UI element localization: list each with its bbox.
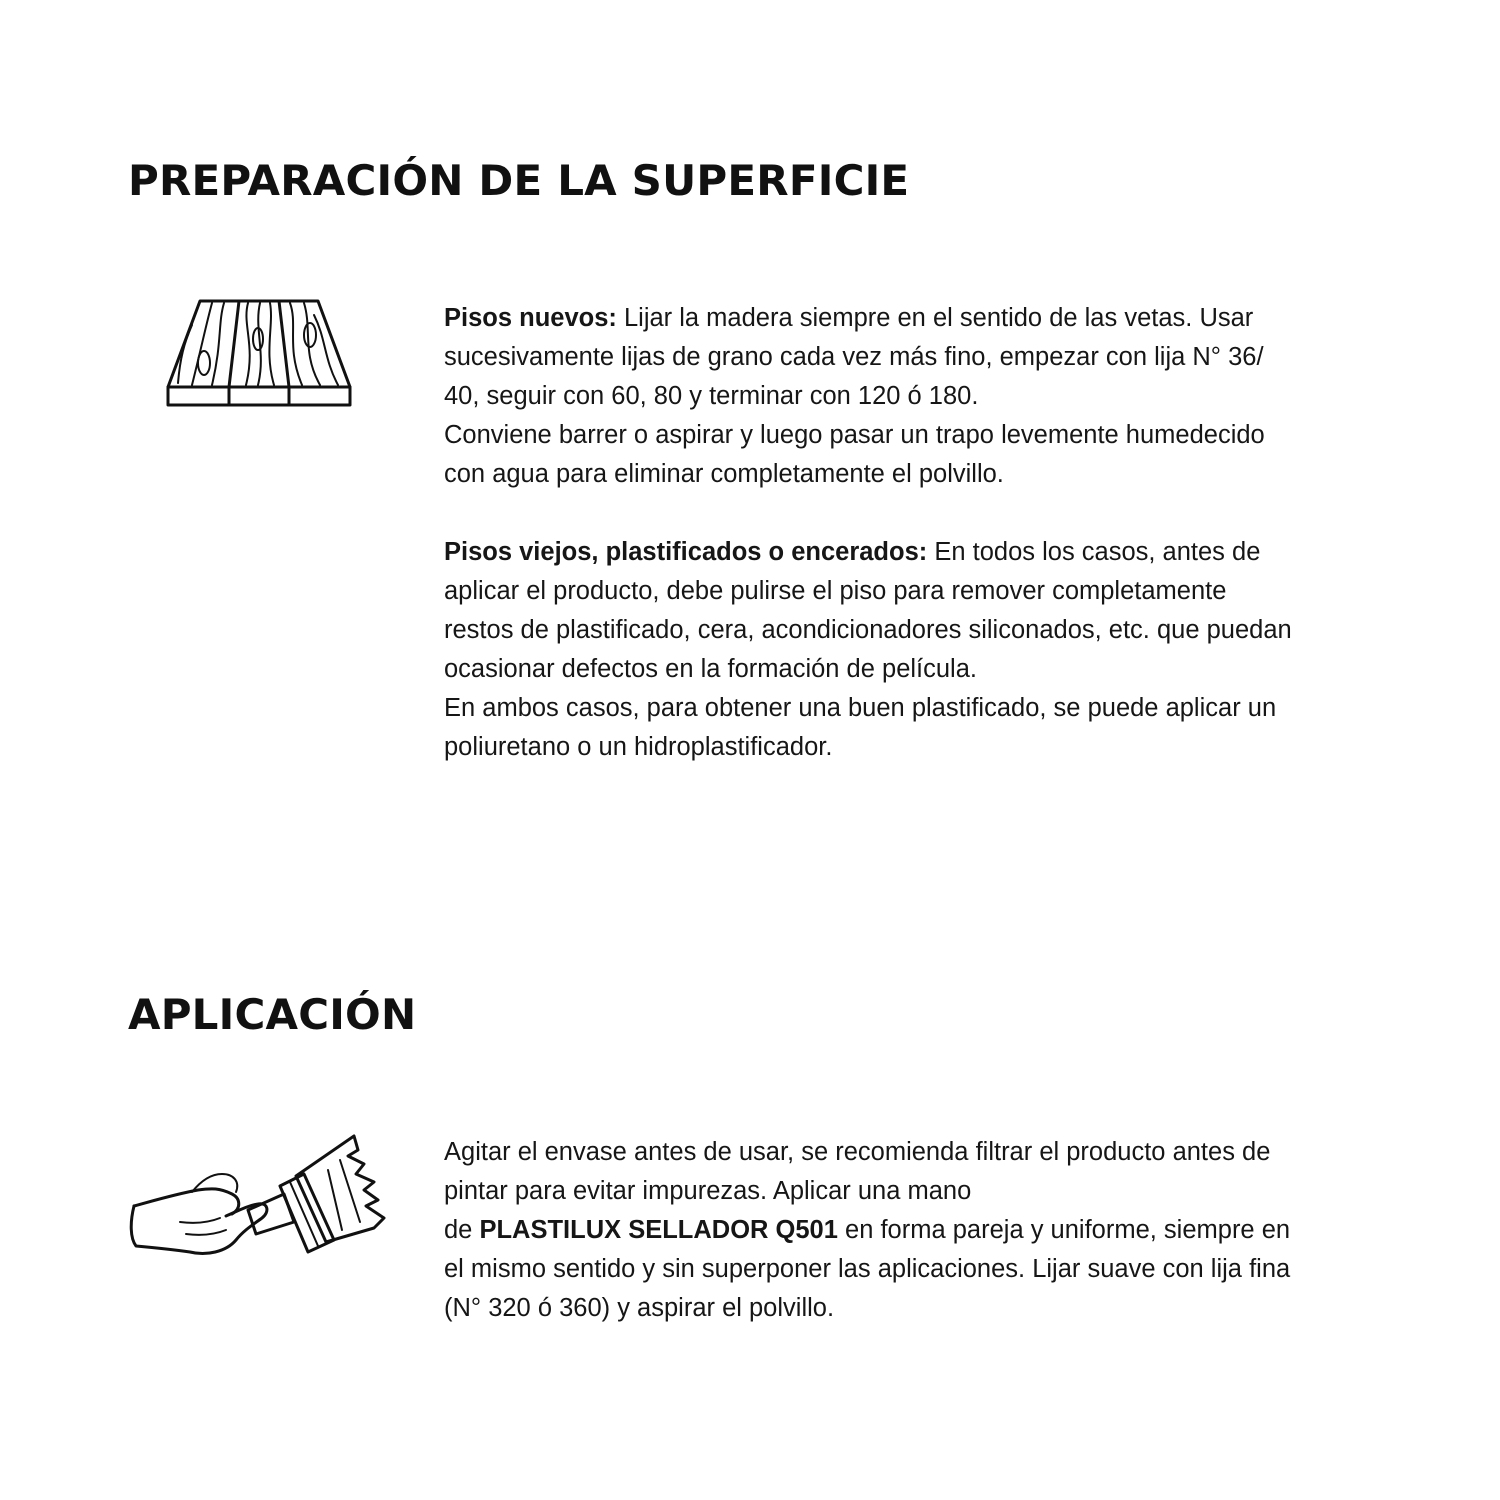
text-line: sucesivamente lijas de grano cada vez más fino, empezar con lija N° 36/ [444, 343, 1264, 371]
paintbrush-hand-icon [128, 1130, 392, 1266]
aplicacion-text [444, 1133, 1404, 1328]
product-name: PLASTILUX SELLADOR Q501 [479, 1216, 838, 1244]
text-line: aplicar el producto, debe pulirse el piso para remover completamente [444, 577, 1227, 605]
text-span: en forma pareja y uniforme, siempre en [837, 1216, 1291, 1244]
pisos-viejos-line [444, 533, 1404, 572]
wood-floor-icon [162, 295, 354, 413]
pisos-nuevos-line [444, 299, 1404, 338]
preparacion-text [444, 299, 1404, 767]
pisos-viejos-label: Pisos viejos, plastificados o encerados: [444, 538, 928, 566]
text-line: En ambos casos, para obtener una buen plastificado, se puede aplicar un [444, 694, 1277, 722]
pisos-nuevos-label: Pisos nuevos: [444, 304, 617, 332]
text-line: ocasionar defectos en la formación de película. [444, 655, 977, 683]
product-line [444, 1211, 1404, 1250]
text-line: Conviene barrer o aspirar y luego pasar un trapo levemente humedecido [444, 421, 1265, 449]
text-line: el mismo sentido y sin superponer las aplicaciones. Lijar suave con lija fina [444, 1255, 1291, 1283]
text-line: 40, seguir con 60, 80 y terminar con 120 ó 180. [444, 382, 979, 410]
text-line: (N° 320 ó 360) y aspirar el polvillo. [444, 1294, 835, 1322]
text-line: con agua para eliminar completamente el polvillo. [444, 460, 1004, 488]
section-title-preparacion: PREPARACIÓN DE LA SUPERFICIE [128, 156, 910, 205]
text-span: de [444, 1216, 480, 1244]
text-line: Agitar el envase antes de usar, se recomienda filtrar el producto antes de [444, 1138, 1271, 1166]
text-line: pintar para evitar impurezas. Aplicar una mano [444, 1177, 972, 1205]
text-line: restos de plastificado, cera, acondicionadores siliconados, etc. que puedan [444, 616, 1292, 644]
text-line: poliuretano o un hidroplastificador. [444, 733, 833, 761]
section-title-aplicacion: APLICACIÓN [128, 990, 417, 1039]
paragraph-gap [444, 494, 1404, 533]
text-span: Lijar la madera siempre en el sentido de las vetas. Usar [616, 304, 1254, 332]
text-span: En todos los casos, antes de [927, 538, 1261, 566]
